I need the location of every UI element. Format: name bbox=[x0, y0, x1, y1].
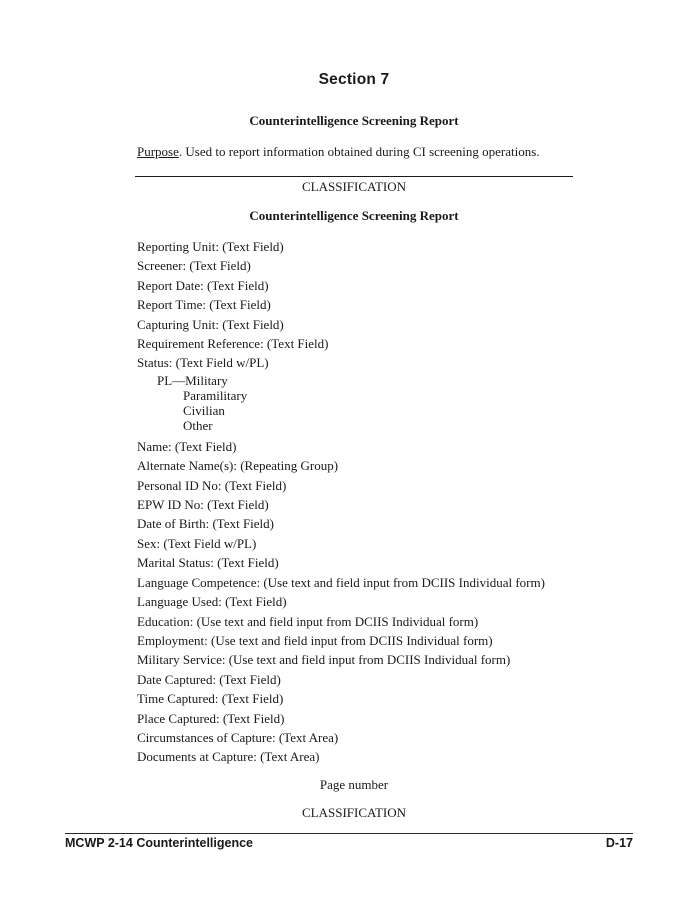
form-field-line: Other bbox=[183, 417, 213, 433]
form-field-line: Date Captured: (Text Field) bbox=[137, 671, 281, 687]
footer-page-number: D-17 bbox=[605, 836, 633, 850]
form-field-line: Military Service: (Use text and field input from DCIIS Individual form) bbox=[137, 652, 511, 668]
form-field-line: Name: (Text Field) bbox=[137, 438, 237, 454]
form-field-line: Documents at Capture: (Text Area) bbox=[137, 749, 320, 765]
purpose-paragraph bbox=[137, 144, 573, 160]
form-field-line: PL—Military bbox=[157, 372, 228, 388]
form-field-line: Report Time: (Text Field) bbox=[137, 297, 271, 313]
page-footer bbox=[65, 833, 633, 850]
form-field-line: Marital Status: (Text Field) bbox=[137, 555, 279, 571]
purpose-text: . Used to report information obtained during CI screening operations. bbox=[178, 144, 540, 159]
section-title: Section 7 bbox=[318, 71, 390, 88]
form-field-line: Place Captured: (Text Field) bbox=[137, 710, 285, 726]
page-content bbox=[135, 71, 573, 821]
form-field-list bbox=[137, 237, 573, 767]
form-field-line: Sex: (Text Field w/PL) bbox=[137, 535, 257, 551]
form-field-line: Time Captured: (Text Field) bbox=[137, 691, 284, 707]
form-field-line: Screener: (Text Field) bbox=[137, 258, 251, 274]
footer-doc-title: MCWP 2-14 Counterintelligence bbox=[65, 836, 253, 850]
form-field-line: Education: (Use text and field input from DCIIS Individual form) bbox=[137, 613, 479, 629]
form-field-line: Personal ID No: (Text Field) bbox=[137, 477, 287, 493]
classification-footer-label: CLASSIFICATION bbox=[301, 804, 406, 820]
page-number-placeholder: Page number bbox=[319, 776, 389, 792]
form-field-line: EPW ID No: (Text Field) bbox=[137, 497, 269, 513]
form-field-line: Reporting Unit: (Text Field) bbox=[137, 239, 284, 254]
form-field-line: Language Used: (Text Field) bbox=[137, 594, 287, 610]
classification-rule bbox=[135, 176, 573, 177]
classification-header: CLASSIFICATION bbox=[301, 179, 406, 194]
form-field-line: Language Competence: (Use text and field input from DCIIS Individual form) bbox=[137, 574, 545, 590]
form-field-line: Paramilitary bbox=[183, 387, 248, 403]
purpose-label: Purpose bbox=[137, 144, 179, 159]
form-field-line: Employment: (Use text and field input from DCIIS Individual form) bbox=[137, 632, 493, 648]
form-field-line: Status: (Text Field w/PL) bbox=[137, 355, 269, 371]
form-field-line: Date of Birth: (Text Field) bbox=[137, 516, 275, 532]
form-field-line: Requirement Reference: (Text Field) bbox=[137, 336, 329, 352]
form-title-heading: Counterintelligence Screening Report bbox=[249, 208, 459, 223]
report-title-heading: Counterintelligence Screening Report bbox=[249, 113, 459, 128]
form-field-line: Circumstances of Capture: (Text Area) bbox=[137, 729, 339, 745]
form-field-line: Alternate Name(s): (Repeating Group) bbox=[137, 458, 339, 474]
form-field-line: Capturing Unit: (Text Field) bbox=[137, 316, 284, 332]
form-field-line: Report Date: (Text Field) bbox=[137, 277, 269, 293]
form-field-line: Civilian bbox=[183, 402, 225, 418]
